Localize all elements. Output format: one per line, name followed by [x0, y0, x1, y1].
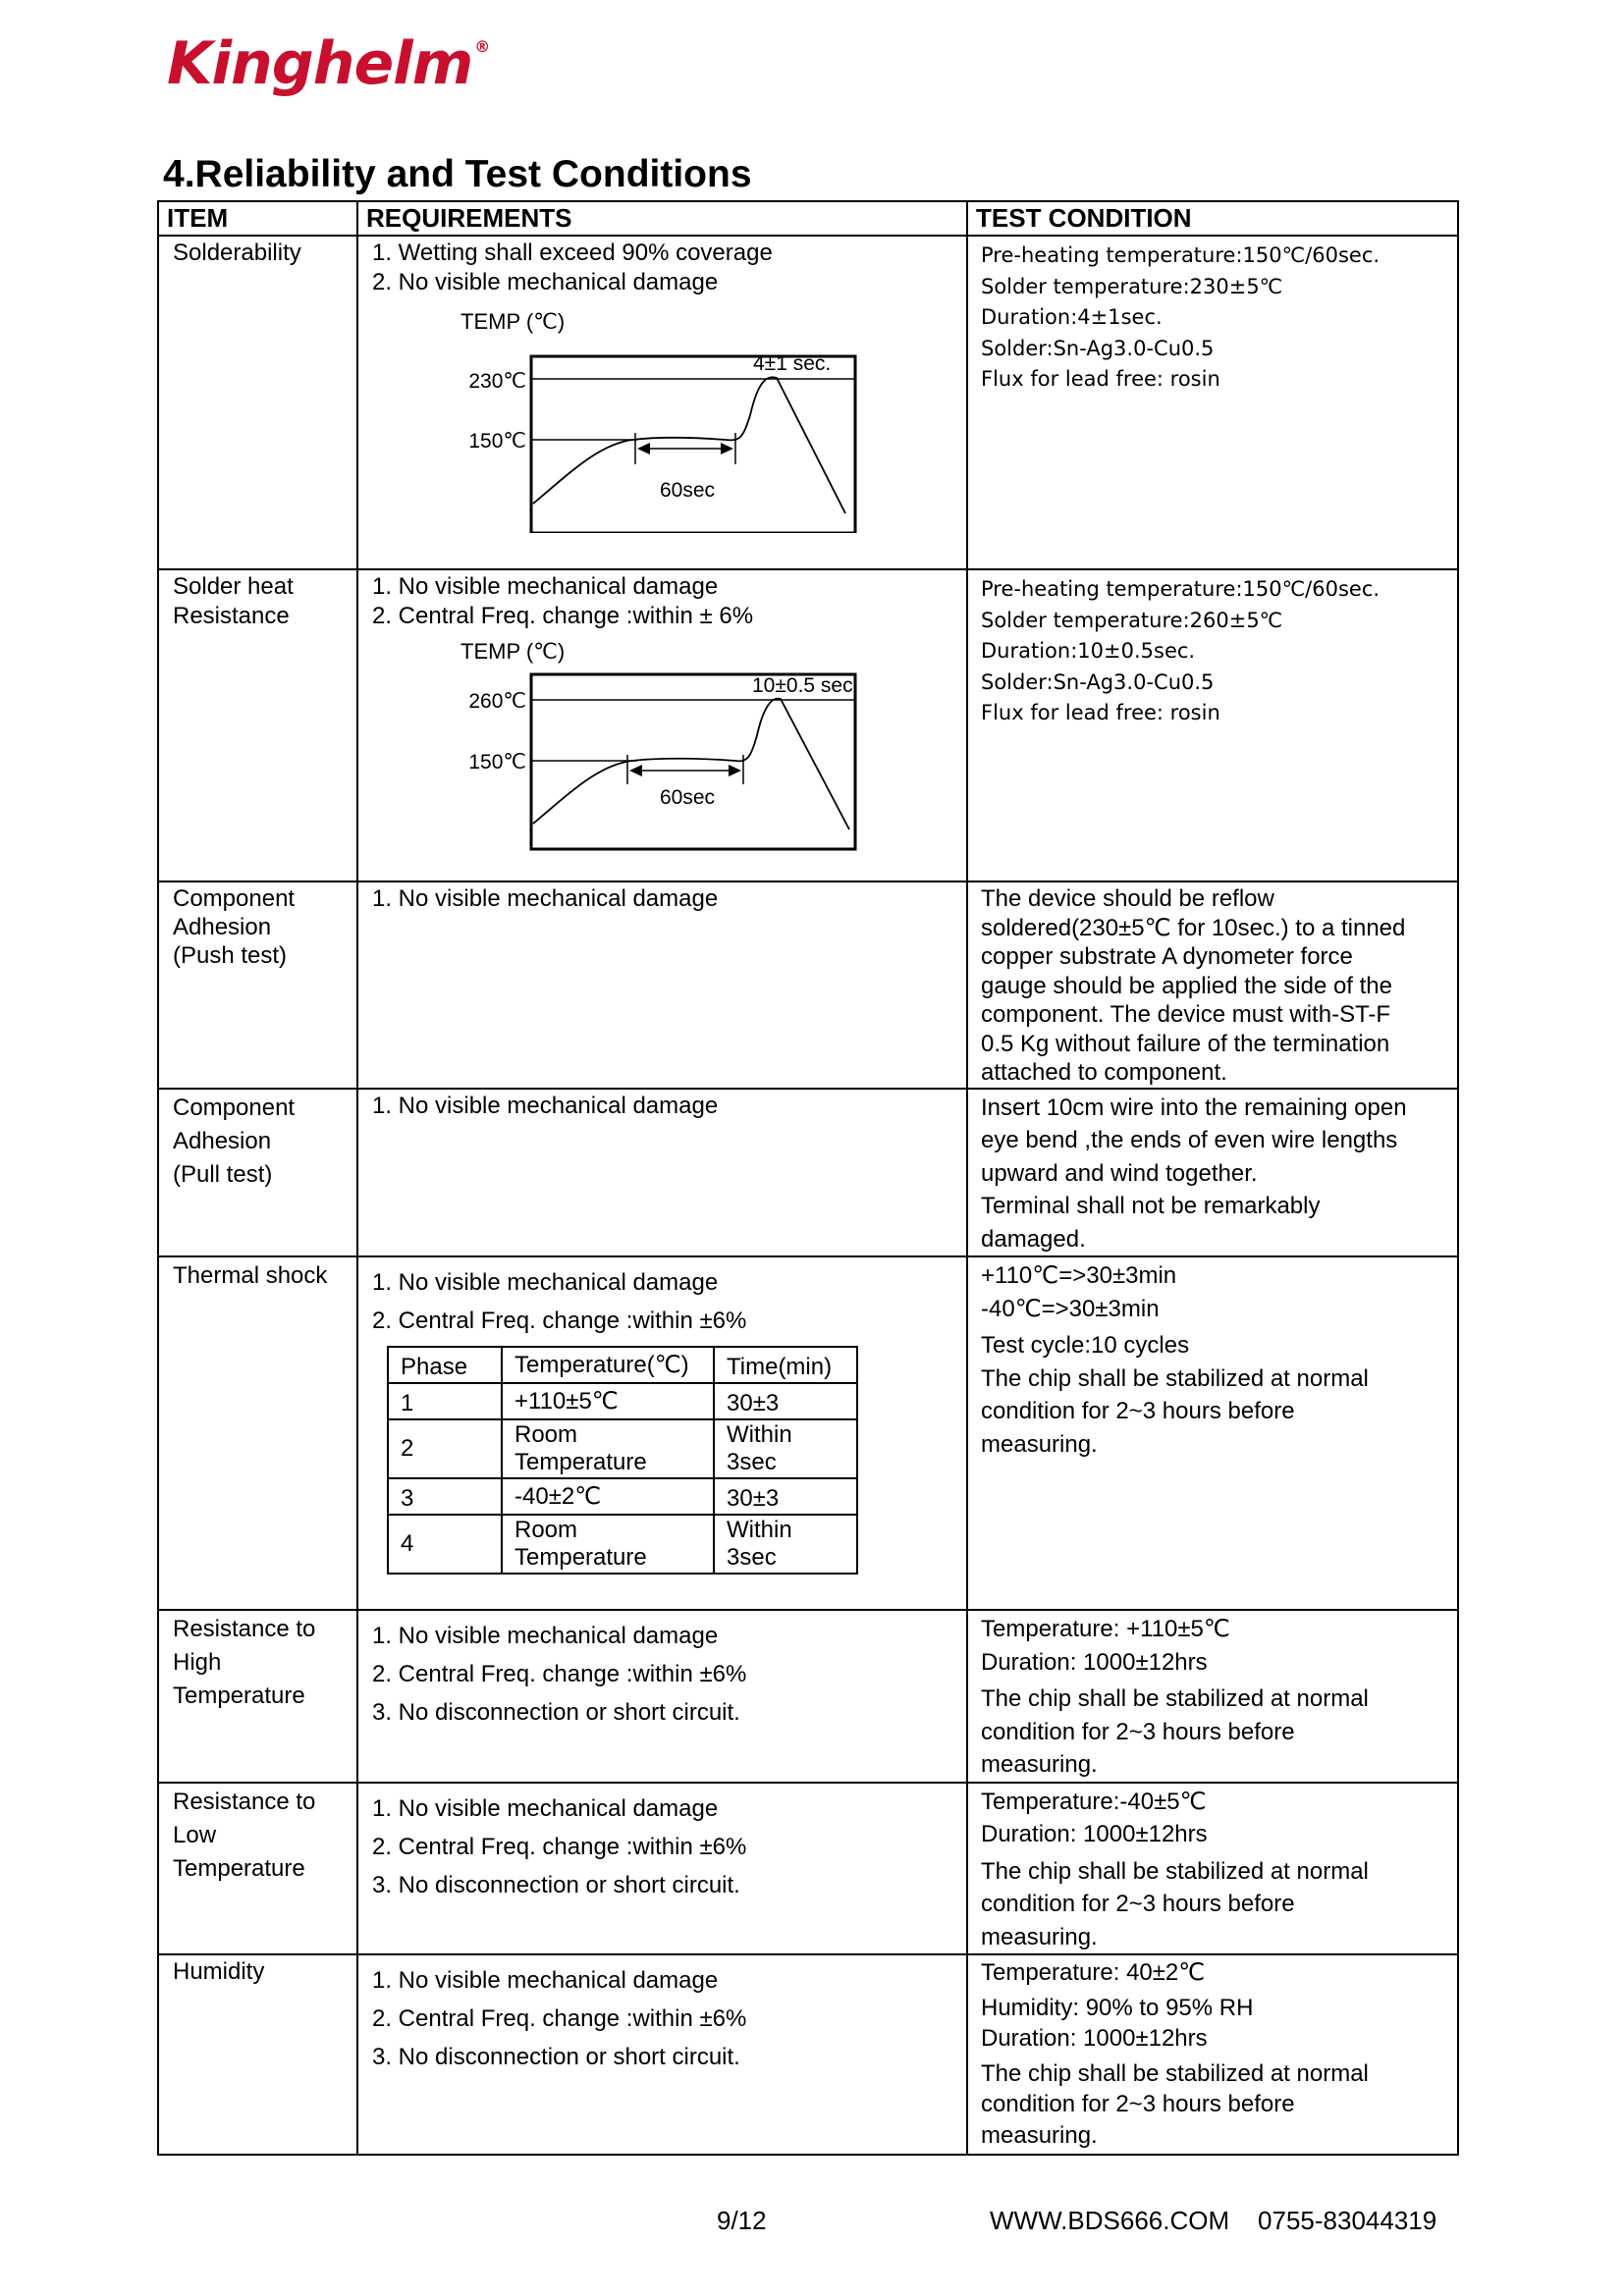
- page-number: 9/12: [717, 2206, 767, 2235]
- phase-cell: 1: [388, 1383, 502, 1419]
- condition-line: Temperature:-40±5℃: [981, 1788, 1207, 1815]
- condition-cell: [967, 1610, 1458, 1783]
- requirements-cell: [357, 236, 967, 569]
- requirement-line: 1. No visible mechanical damage: [372, 1269, 719, 1296]
- requirements-cell: [357, 1783, 967, 1955]
- requirement-line: 2. Central Freq. change :within ±6%: [372, 2005, 747, 2032]
- kinghelm-logo: [167, 29, 489, 98]
- condition-line: -40℃=>30±3min: [981, 1295, 1160, 1322]
- time-cell: Within 3sec: [714, 1515, 857, 1574]
- item-cell: [158, 1610, 357, 1783]
- requirement-line: 3. No disconnection or short circuit.: [372, 1871, 740, 1898]
- condition-line: +110℃=>30±3min: [981, 1262, 1177, 1289]
- condition-line: condition for 2~3 hours before: [981, 1398, 1295, 1424]
- temperature-cell: Room Temperature: [502, 1515, 714, 1574]
- item-line: Solderability: [173, 240, 301, 266]
- condition-line: Duration: 1000±12hrs: [981, 2025, 1208, 2052]
- condition-line: measuring.: [981, 1923, 1098, 1950]
- item-cell: [158, 1256, 357, 1610]
- condition-line: condition for 2~3 hours before: [981, 1718, 1295, 1745]
- item-line: Temperature: [173, 1682, 305, 1709]
- temperature-profile-curve: [533, 699, 849, 829]
- phase-header: Phase: [388, 1347, 502, 1383]
- requirements-cell: [357, 1954, 967, 2155]
- requirement-line: 3. No disconnection or short circuit.: [372, 2044, 740, 2070]
- phase-table-header: [388, 1347, 857, 1383]
- requirement-line: 2. Central Freq. change :within ±6%: [372, 1661, 747, 1687]
- condition-line: Pre-heating temperature:150℃/60sec.: [981, 577, 1380, 601]
- arrowhead-left: [637, 443, 650, 454]
- condition-line: Duration:4±1sec.: [981, 305, 1163, 329]
- item-line: Adhesion: [173, 914, 272, 940]
- item-line: Adhesion: [173, 1127, 272, 1154]
- condition-line: component. The device must with-ST-F: [981, 1001, 1391, 1028]
- condition-line: attached to component.: [981, 1059, 1227, 1086]
- condition-cell: [967, 881, 1458, 1089]
- requirement-line: 3. No disconnection or short circuit.: [372, 1699, 740, 1726]
- condition-cell: [967, 1089, 1458, 1257]
- temp-axis-label: TEMP (℃): [460, 639, 566, 664]
- condition-line: Solder:Sn-Ag3.0-Cu0.5: [981, 336, 1215, 360]
- footer-contact: [990, 2206, 1436, 2236]
- condition-line: condition for 2~3 hours before: [981, 1891, 1295, 1917]
- requirement-line: 1. No visible mechanical damage: [372, 885, 719, 912]
- phase-cell: 2: [388, 1419, 502, 1478]
- reflow-profile-graph: [460, 307, 873, 533]
- reliability-table: [157, 200, 1459, 2156]
- arrowhead-right: [729, 765, 741, 776]
- table-row: [158, 881, 1458, 1089]
- item-line: Component: [173, 885, 296, 912]
- time-header: Time(min): [714, 1347, 857, 1383]
- temperature-cell: Room Temperature: [502, 1419, 714, 1478]
- requirement-line: 1. No visible mechanical damage: [372, 573, 719, 600]
- requirement-line: 1. Wetting shall exceed 90% coverage: [372, 240, 773, 266]
- requirements-cell: [357, 569, 967, 881]
- table-row: [158, 236, 1458, 569]
- condition-line: Solder:Sn-Ag3.0-Cu0.5: [981, 669, 1215, 694]
- requirement-line: 2. Central Freq. change :within ±6%: [372, 1833, 747, 1860]
- peak-temp-label: 260℃: [468, 690, 526, 713]
- condition-line: The chip shall be stabilized at normal: [981, 1857, 1369, 1885]
- condition-line: soldered(230±5℃ for 10sec.) to a tinned: [981, 914, 1406, 941]
- condition-line: Duration: 1000±12hrs: [981, 1648, 1208, 1676]
- logo-text: Kinghelm: [167, 29, 473, 98]
- condition-line: Insert 10cm wire into the remaining open: [981, 1094, 1407, 1121]
- requirement-line: 1. No visible mechanical damage: [372, 1092, 719, 1119]
- condition-line: copper substrate A dynometer force: [981, 943, 1353, 970]
- item-line: Resistance to: [173, 1788, 316, 1815]
- condition-cell: [967, 569, 1458, 881]
- phase-row: [388, 1419, 857, 1478]
- condition-cell: [967, 236, 1458, 569]
- requirements-cell: [357, 1610, 967, 1783]
- item-cell: [158, 1089, 357, 1257]
- table-row: [158, 1089, 1458, 1257]
- peak-temp-label: 230℃: [468, 370, 526, 393]
- condition-line: The chip shall be stabilized at normal: [981, 2059, 1369, 2087]
- time-cell: 30±3: [714, 1478, 857, 1515]
- temperature-cell: -40±2℃: [502, 1478, 714, 1515]
- item-line: (Pull test): [173, 1160, 273, 1188]
- preheat-temp-label: 150℃: [468, 751, 526, 774]
- item-cell: [158, 236, 357, 569]
- condition-line: Flux for lead free: rosin: [981, 367, 1220, 391]
- graph-frame: [531, 356, 855, 533]
- requirements-cell: [357, 881, 967, 1089]
- condition-line: measuring.: [981, 2121, 1098, 2149]
- condition-line: damaged.: [981, 1225, 1086, 1253]
- temp-axis-label: TEMP (℃): [460, 309, 566, 334]
- header-item: ITEM: [158, 201, 357, 236]
- requirement-line: 2. Central Freq. change :within ± 6%: [372, 603, 754, 629]
- header-row: [158, 201, 1458, 236]
- requirement-line: 1. No visible mechanical damage: [372, 1967, 719, 1994]
- item-line: Low: [173, 1821, 217, 1848]
- peak-duration-label: 4±1 sec.: [753, 352, 832, 375]
- thermal-shock-phase-table: [387, 1346, 858, 1575]
- preheat-temp-label: 150℃: [468, 430, 526, 453]
- requirement-line: 1. No visible mechanical damage: [372, 1794, 719, 1822]
- condition-line: Duration: 1000±12hrs: [981, 1821, 1208, 1847]
- condition-line: upward and wind together.: [981, 1159, 1258, 1187]
- temperature-header: Temperature(℃): [502, 1347, 714, 1383]
- condition-line: Flux for lead free: rosin: [981, 701, 1220, 724]
- condition-cell: [967, 1256, 1458, 1610]
- condition-line: Duration:10±0.5sec.: [981, 639, 1196, 663]
- requirements-cell: [357, 1256, 967, 1610]
- time-cell: Within 3sec: [714, 1419, 857, 1478]
- phone-number: 0755-83044319: [1258, 2206, 1437, 2235]
- condition-line: Temperature: 40±2℃: [981, 1959, 1206, 1986]
- section-title: 4.Reliability and Test Conditions: [163, 153, 752, 195]
- table-row: [158, 569, 1458, 881]
- item-line: Temperature: [173, 1854, 305, 1882]
- condition-line: The device should be reflow: [981, 885, 1274, 912]
- item-line: Resistance: [173, 603, 290, 629]
- condition-line: eye bend ,the ends of even wire lengths: [981, 1127, 1398, 1153]
- condition-line: condition for 2~3 hours before: [981, 2091, 1295, 2117]
- phase-row: [388, 1383, 857, 1419]
- soak-duration-label: 60sec: [660, 479, 716, 502]
- registered-mark: ®: [474, 37, 490, 56]
- requirements-cell: [357, 1089, 967, 1257]
- temperature-cell: +110±5℃: [502, 1383, 714, 1419]
- header-test-condition: TEST CONDITION: [967, 201, 1458, 236]
- condition-line: measuring.: [981, 1751, 1098, 1778]
- phase-row: [388, 1515, 857, 1574]
- soak-duration-label: 60sec: [660, 786, 716, 809]
- item-line: (Push test): [173, 942, 288, 969]
- item-line: Component: [173, 1094, 296, 1121]
- item-cell: [158, 569, 357, 881]
- condition-line: Temperature: +110±5℃: [981, 1616, 1230, 1642]
- condition-line: Solder temperature:260±5℃: [981, 608, 1283, 632]
- item-line: Humidity: [173, 1958, 265, 1985]
- condition-cell: [967, 1783, 1458, 1955]
- condition-line: Humidity: 90% to 95% RH: [981, 1994, 1254, 2021]
- condition-line: Solder temperature:230±5℃: [981, 274, 1283, 298]
- condition-line: 0.5 Kg without failure of the termination: [981, 1030, 1390, 1057]
- condition-line: The chip shall be stabilized at normal: [981, 1685, 1369, 1712]
- condition-line: gauge should be applied the side of the: [981, 972, 1393, 999]
- item-line: Resistance to: [173, 1616, 316, 1642]
- item-line: Thermal shock: [173, 1262, 328, 1289]
- requirement-line: 1. No visible mechanical damage: [372, 1623, 719, 1649]
- arrowhead-left: [629, 765, 642, 776]
- condition-line: The chip shall be stabilized at normal: [981, 1364, 1369, 1392]
- header-requirements: REQUIREMENTS: [357, 201, 967, 236]
- item-line: Solder heat: [173, 573, 294, 600]
- item-line: High: [173, 1649, 222, 1676]
- condition-line: Pre-heating temperature:150℃/60sec.: [981, 243, 1380, 267]
- condition-line: Test cycle:10 cycles: [981, 1332, 1190, 1359]
- item-cell: [158, 1783, 357, 1955]
- phase-cell: 4: [388, 1515, 502, 1574]
- reflow-profile-graph: [460, 637, 873, 851]
- phase-cell: 3: [388, 1478, 502, 1515]
- arrowhead-right: [721, 443, 733, 454]
- requirement-line: 2. Central Freq. change :within ±6%: [372, 1308, 747, 1334]
- website-link[interactable]: WWW.BDS666.COM: [990, 2206, 1230, 2235]
- table-row: [158, 1256, 1458, 1610]
- condition-cell: [967, 1954, 1458, 2155]
- table-row: [158, 1954, 1458, 2155]
- condition-line: Terminal shall not be remarkably: [981, 1193, 1321, 1219]
- table-row: [158, 1783, 1458, 1955]
- item-cell: [158, 1954, 357, 2155]
- item-cell: [158, 881, 357, 1089]
- condition-line: measuring.: [981, 1430, 1098, 1458]
- time-cell: 30±3: [714, 1383, 857, 1419]
- requirement-line: 2. No visible mechanical damage: [372, 269, 719, 295]
- peak-duration-label: 10±0.5 sec.: [752, 674, 859, 697]
- phase-row: [388, 1478, 857, 1515]
- table-row: [158, 1610, 1458, 1783]
